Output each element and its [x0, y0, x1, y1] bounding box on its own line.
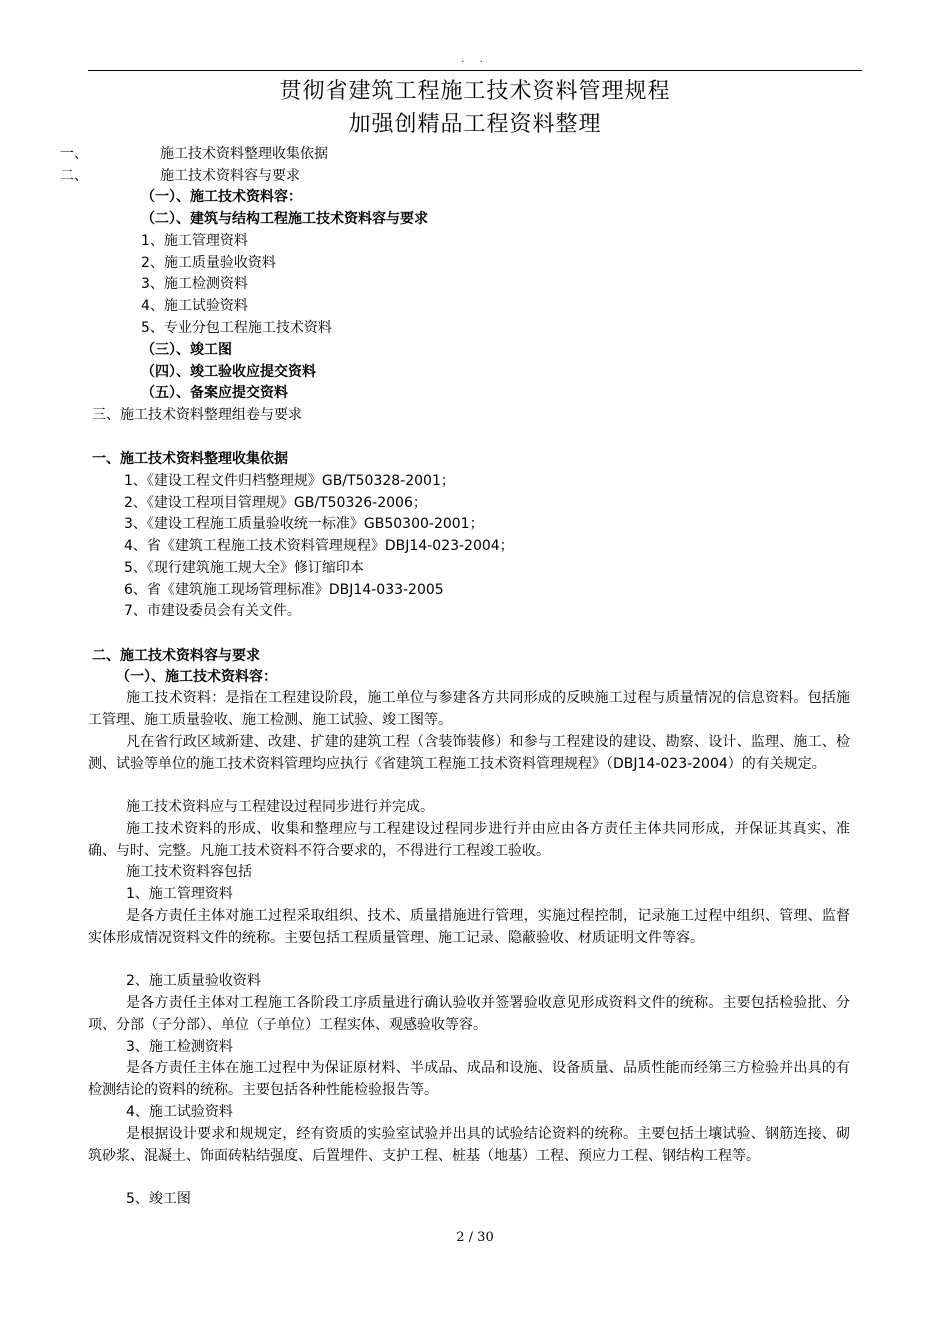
toc-sub-4: （四）、竣工验收应提交资料 [141, 364, 316, 380]
section-2-heading: 二、施工技术资料容与要求 [92, 648, 260, 664]
basis-item-4: 4、省《建筑工程施工技术资料管理规程》DBJ14-023-2004； [124, 538, 514, 554]
paragraph-formation: 施工技术资料的形成、收集和整理应与工程建设过程同步进行并由应由各方责任主体共同形成，并保证其真实、准确、与时、完整。凡施工技术资料不符合要求的，不得进行工程竣工验收。 [88, 821, 850, 859]
toc-num-1: 1、施工管理资料 [141, 233, 248, 249]
basis-item-2: 2、《建设工程项目管理规》GB/T50326-2006； [124, 495, 427, 511]
paragraph-sync: 施工技术资料应与工程建设过程同步进行并完成。 [126, 799, 434, 815]
toc-item-1: 施工技术资料整理收集依据 [160, 146, 328, 162]
heading-as-built: 5、竣工图 [126, 1191, 191, 1207]
toc-num-4: 4、施工试验资料 [141, 298, 248, 314]
document-subtitle: 加强创精品工程资料整理 [348, 112, 602, 137]
page-number: 2 / 30 [456, 1230, 494, 1245]
section-1-heading: 一、施工技术资料整理收集依据 [92, 451, 288, 467]
heading-quality: 2、施工质量验收资料 [126, 973, 261, 989]
document-title: 贯彻省建筑工程施工技术资料管理规程 [279, 79, 671, 104]
heading-management: 1、施工管理资料 [126, 886, 233, 902]
heading-inspection: 3、施工检测资料 [126, 1039, 233, 1055]
toc-sub-2: （二）、建筑与结构工程施工技术资料容与要求 [141, 211, 428, 227]
toc-item-1-number: 一、 [60, 146, 88, 162]
toc-item-3: 三、施工技术资料整理组卷与要求 [92, 407, 302, 423]
paragraph-testing: 是根据设计要求和规规定，经有资质的实验室试验并出具的试验结论资料的统称。主要包括土壤试验、钢筋连接、砌筑砂浆、混凝土、饰面砖粘结强度、后置埋件、支护工程、桩基（地基）工程、预应力工程、钢结构工程等。 [88, 1126, 850, 1164]
basis-item-7: 7、市建设委员会有关文件。 [124, 603, 301, 619]
section-2-subheading: （一）、施工技术资料容： [116, 669, 277, 685]
toc-num-5: 5、专业分包工程施工技术资料 [141, 320, 332, 336]
basis-item-1: 1、《建设工程文件归档整理规》GB/T50328-2001； [124, 473, 455, 489]
toc-sub-3: （三）、竣工图 [141, 342, 232, 358]
toc-item-2-number: 二、 [60, 168, 88, 184]
paragraph-scope: 凡在省行政区域新建、改建、扩建的建筑工程（含装饰装修）和参与工程建设的建设、勘察、设计、监理、施工、检测、试验等单位的施工技术资料管理均应执行《省建筑工程施工技术资料管理规程》（DBJ14-023-2004）的有关规定。 [88, 734, 850, 772]
basis-item-3: 3、《建设工程施工质量验收统一标准》GB50300-2001； [124, 516, 484, 532]
paragraph-contents: 施工技术资料容包括 [126, 864, 252, 880]
toc-sub-5: （五）、备案应提交资料 [141, 385, 288, 401]
basis-item-5: 5、《现行建筑施工规大全》修订缩印本 [124, 560, 364, 576]
paragraph-inspection: 是各方责任主体在施工过程中为保证原材料、半成品、成品和设施、设备质量、品质性能而经第三方检验并出具的有检测结论的资料的统称。主要包括各种性能检验报告等。 [88, 1060, 850, 1098]
toc-num-3: 3、施工检测资料 [141, 276, 248, 292]
toc-sub-1: （一）、施工技术资料容： [141, 189, 302, 205]
toc-num-2: 2、施工质量验收资料 [141, 255, 276, 271]
header-marks: . . [461, 54, 489, 65]
paragraph-quality: 是各方责任主体对工程施工各阶段工序质量进行确认验收并签署验收意见形成资料文件的统称。主要包括检验批、分项、分部（子分部）、单位（子单位）工程实体、观感验收等容。 [88, 995, 850, 1033]
heading-testing: 4、施工试验资料 [126, 1104, 233, 1120]
toc-item-2: 施工技术资料容与要求 [160, 168, 300, 184]
paragraph-definition: 施工技术资料：是指在工程建设阶段，施工单位与参建各方共同形成的反映施工过程与质量情况的信息资料。包括施工管理、施工质量验收、施工检测、施工试验、竣工图等。 [88, 690, 850, 728]
header-rule [88, 70, 862, 71]
paragraph-management: 是各方责任主体对施工过程采取组织、技术、质量措施进行管理，实施过程控制，记录施工过程中组织、管理、监督实体形成情况资料文件的统称。主要包括工程质量管理、施工记录、隐蔽验收、材质证明文件等容。 [88, 908, 850, 946]
basis-item-6: 6、省《建筑施工现场管理标准》DBJ14-033-2005 [124, 582, 444, 598]
